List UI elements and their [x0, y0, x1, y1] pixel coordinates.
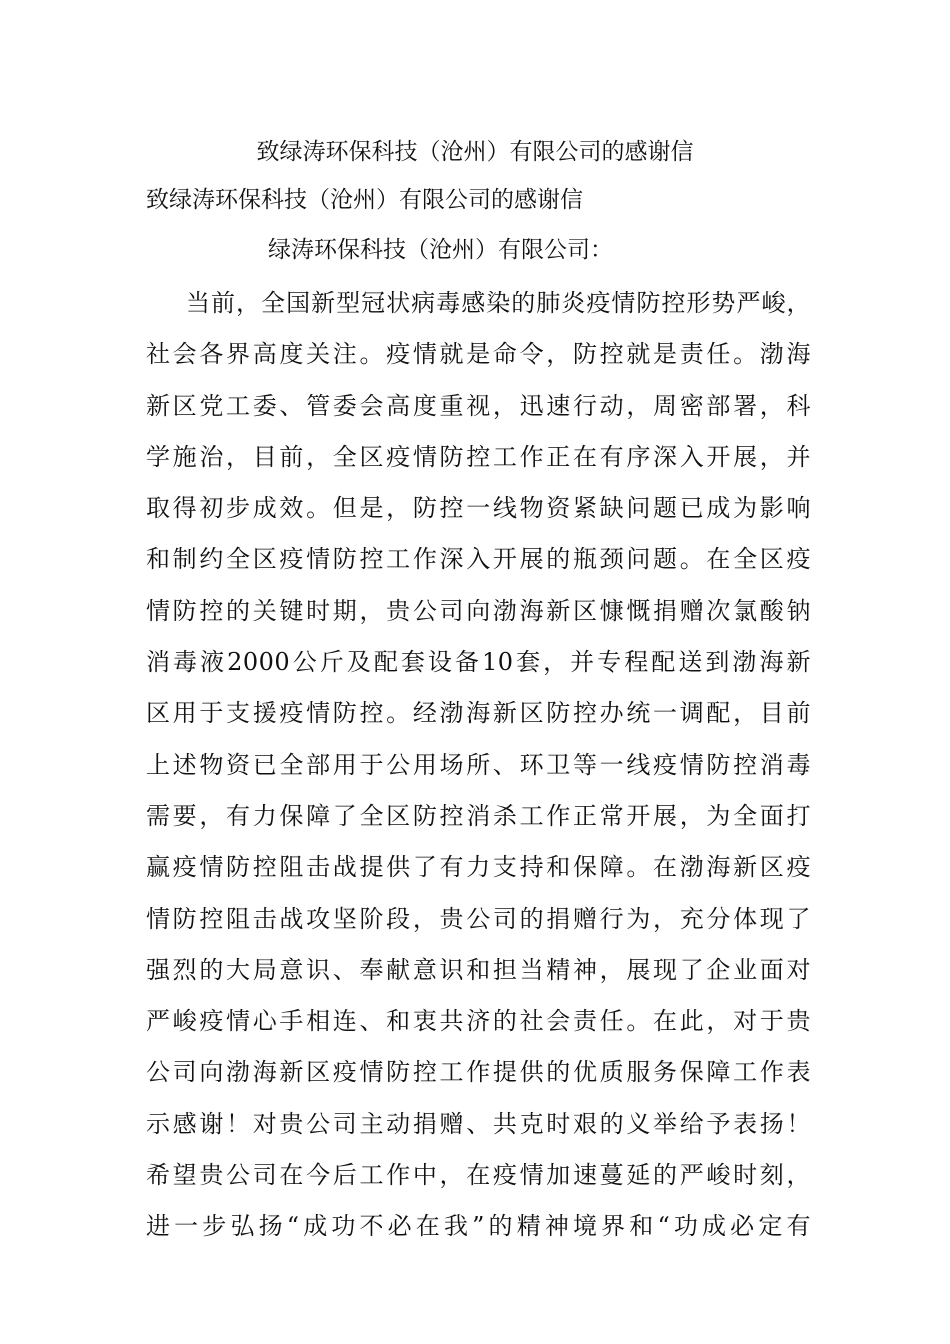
body-line: 情防控阻击战攻坚阶段，贵公司的捐赠行为，充分体现了 [146, 904, 811, 933]
body-line: 学施治，目前，全区疫情防控工作正在有序深入开展，并 [146, 442, 811, 471]
body-line: 上述物资已全部用于公用场所、环卫等一线疫情防控消毒 [146, 750, 811, 779]
body-line: 当前，全国新型冠状病毒感染的肺炎疫情防控形势严峻， [186, 289, 811, 317]
letter-title-centered: 致绿涛环保科技（沧州）有限公司的感谢信 [256, 139, 694, 165]
letter-body [146, 278, 811, 1253]
body-line: 强烈的大局意识、奉献意识和担当精神，展现了企业面对 [146, 955, 811, 984]
body-line: 示感谢！对贵公司主动捐赠、共克时艰的义举给予表扬！ [146, 1109, 811, 1138]
body-line: 公司向渤海新区疫情防控工作提供的优质服务保障工作表 [146, 1058, 811, 1087]
letter-title: 致绿涛环保科技（沧州）有限公司的感谢信 [146, 187, 583, 213]
body-line: 区用于支援疫情防控。经渤海新区防控办统一调配，目前 [146, 699, 811, 728]
body-line: 新区党工委、管委会高度重视，迅速行动，周密部署，科 [146, 391, 811, 420]
body-line: 严峻疫情心手相连、和衷共济的社会责任。在此，对于贵 [146, 1007, 811, 1036]
body-line: 社会各界高度关注。疫情就是命令，防控就是责任。渤海 [146, 340, 811, 369]
body-line: 需要，有力保障了全区防控消杀工作正常开展，为全面打 [146, 801, 811, 830]
body-line: 情防控的关键时期，贵公司向渤海新区慷慨捐赠次氯酸钠 [146, 596, 811, 625]
body-line: 消毒液2000公斤及配套设备10套，并专程配送到渤海新 [146, 648, 811, 677]
body-line: 赢疫情防控阻击战提供了有力支持和保障。在渤海新区疫 [146, 853, 811, 882]
letter-salutation: 绿涛环保科技（沧州）有限公司： [268, 237, 613, 263]
body-line: 取得初步成效。但是，防控一线物资紧缺问题已成为影响 [146, 494, 811, 523]
body-line: 进一步弘扬“成功不必在我”的精神境界和“功成必定有 [146, 1212, 811, 1241]
body-line: 和制约全区疫情防控工作深入开展的瓶颈问题。在全区疫 [146, 545, 811, 574]
body-line: 希望贵公司在今后工作中，在疫情加速蔓延的严峻时刻， [146, 1161, 811, 1190]
